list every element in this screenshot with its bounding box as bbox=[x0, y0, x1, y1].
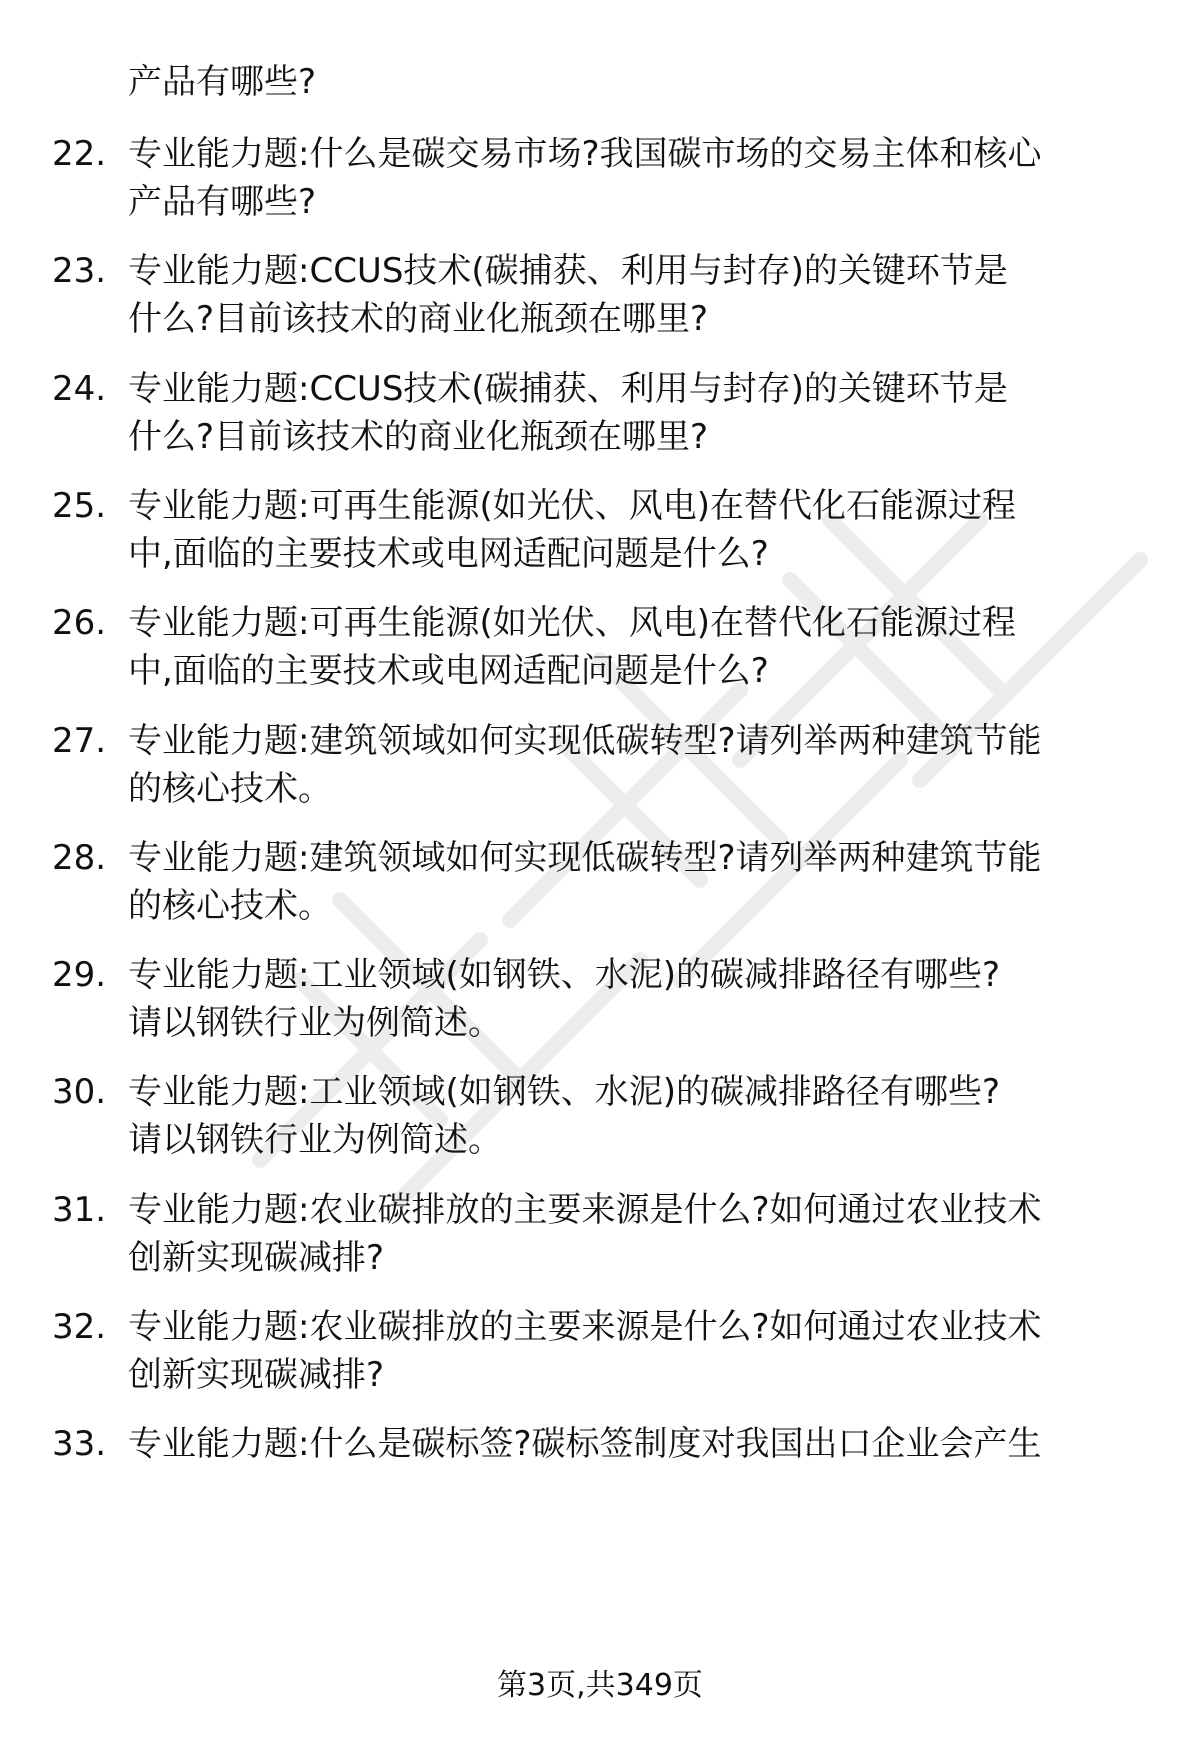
question-line: 请以钢铁行业为例简述。 bbox=[128, 1120, 502, 1161]
question-line: 创新实现碳减排? bbox=[128, 1237, 385, 1278]
question-number: 29. bbox=[52, 955, 107, 996]
question-number: 26. bbox=[52, 603, 107, 644]
question-line: 创新实现碳减排? bbox=[128, 1355, 385, 1395]
question-line: 的核心技术。 bbox=[128, 885, 332, 926]
question-line: 专业能力题:工业领域(如钢铁、水泥)的碳减排路径有哪些? bbox=[128, 955, 1001, 996]
question-line: 专业能力题:建筑领域如何实现低碳转型?请列举两种建筑节能 bbox=[128, 837, 1042, 878]
question-text bbox=[128, 1068, 1144, 1164]
question-number: 23. bbox=[52, 251, 107, 292]
question-line: 什么?目前该技术的商业化瓶颈在哪里? bbox=[128, 416, 709, 457]
question-text bbox=[128, 365, 1144, 461]
question-text bbox=[128, 951, 1144, 1047]
question-line: 什么?目前该技术的商业化瓶颈在哪里? bbox=[128, 299, 709, 340]
question-line: 产品有哪些? bbox=[128, 182, 317, 222]
question-text bbox=[128, 482, 1144, 578]
continuation-text: 产品有哪些? bbox=[128, 62, 317, 102]
question-number: 25. bbox=[52, 485, 107, 526]
question-number: 24. bbox=[52, 368, 107, 409]
question-text bbox=[128, 1186, 1144, 1282]
question-number: 32. bbox=[52, 1307, 107, 1347]
question-line: 请以钢铁行业为例简述。 bbox=[128, 1003, 502, 1044]
question-line: 专业能力题:什么是碳标签?碳标签制度对我国出口企业会产生 bbox=[128, 1424, 1042, 1465]
question-line: 专业能力题:建筑领域如何实现低碳转型?请列举两种建筑节能 bbox=[128, 720, 1042, 761]
question-text bbox=[128, 717, 1144, 813]
question-number: 22. bbox=[52, 134, 107, 174]
question-line: 专业能力题:农业碳排放的主要来源是什么?如何通过农业技术 bbox=[128, 1307, 1042, 1347]
question-line: 专业能力题:工业领域(如钢铁、水泥)的碳减排路径有哪些? bbox=[128, 1072, 1001, 1113]
page-footer: 第3页,共349页 bbox=[497, 1668, 703, 1703]
question-text bbox=[128, 1420, 1144, 1468]
question-text bbox=[128, 1303, 1144, 1399]
question-text bbox=[128, 247, 1144, 343]
question-text bbox=[128, 834, 1144, 930]
question-line: 专业能力题:什么是碳交易市场?我国碳市场的交易主体和核心 bbox=[128, 134, 1042, 174]
question-line: 的核心技术。 bbox=[128, 768, 332, 809]
question-line: 专业能力题:农业碳排放的主要来源是什么?如何通过农业技术 bbox=[128, 1189, 1042, 1230]
question-text bbox=[128, 599, 1144, 695]
question-line: 专业能力题:CCUS技术(碳捕获、利用与封存)的关键环节是 bbox=[128, 368, 1008, 409]
question-line: 专业能力题:可再生能源(如光伏、风电)在替代化石能源过程 bbox=[128, 485, 1016, 526]
question-text bbox=[128, 130, 1144, 226]
question-line: 中,面临的主要技术或电网适配问题是什么? bbox=[128, 533, 769, 574]
question-number: 28. bbox=[52, 837, 107, 878]
question-line: 专业能力题:可再生能源(如光伏、风电)在替代化石能源过程 bbox=[128, 603, 1016, 644]
question-number: 33. bbox=[52, 1424, 107, 1465]
question-number: 30. bbox=[52, 1072, 107, 1113]
question-line: 中,面临的主要技术或电网适配问题是什么? bbox=[128, 651, 769, 692]
question-number: 31. bbox=[52, 1189, 107, 1230]
question-line: 专业能力题:CCUS技术(碳捕获、利用与封存)的关键环节是 bbox=[128, 251, 1008, 292]
question-number: 27. bbox=[52, 720, 107, 761]
